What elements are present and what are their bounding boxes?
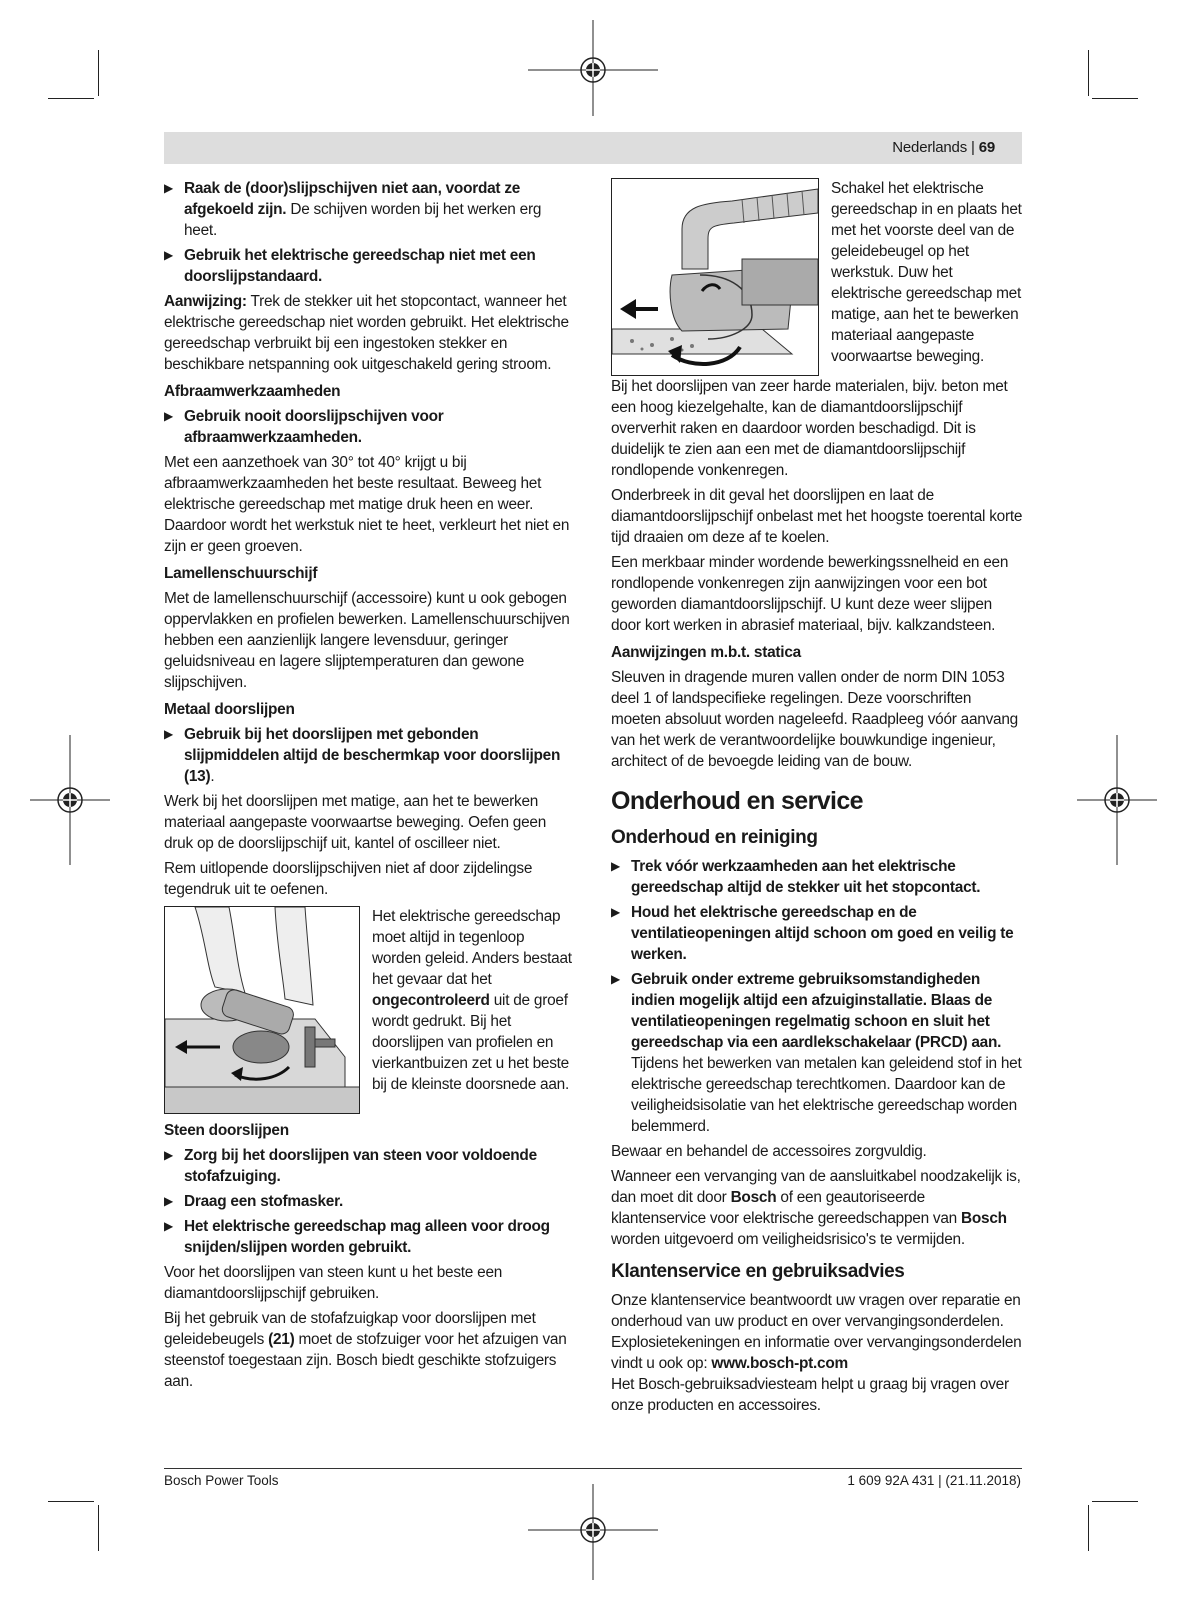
section-heading: Lamellenschuurschijf	[164, 565, 318, 582]
warning-bullet: ▶ Raak de (door)slijpschijven niet aan, voordat ze afgekoeld zijn. De schijven worden bij het werken erg heet.	[164, 178, 576, 241]
registration-mark-icon	[528, 20, 658, 116]
registration-mark-icon	[528, 1484, 658, 1580]
crop-mark	[1088, 50, 1089, 96]
body-paragraph: Bewaar en behandel de accessoires zorgvuldig.	[611, 1143, 927, 1160]
body-paragraph: Bij het doorslijpen van zeer harde materialen, bijv. beton met een hoog kiezelgehalte, kan de diamantdoorslijpschijf oververhit raken en daardoor worden beschadigd. Dit is duidelijk te zien aan een met de diamantdoorslijpschijf rondlopende vonkenregen.	[611, 378, 1008, 479]
registration-mark-icon	[1077, 735, 1157, 865]
warning-bullet: ▶ Trek vóór werkzaamheden aan het elektrische gereedschap altijd de stekker uit het stopcontact.	[611, 856, 1023, 898]
website-link[interactable]: www.bosch-pt.com	[711, 1355, 848, 1372]
body-paragraph: Wanneer een vervanging van de aansluitkabel noodzakelijk is, dan moet dit door Bosch of een geautoriseerde klantenservice voor elektrische gereedschappen van Bosch worden uitgevoerd om veiligheidsrisico's te vermijden.	[611, 1168, 1021, 1248]
section-heading: Steen doorslijpen	[164, 1122, 289, 1139]
warning-bullet: ▶ Het elektrische gereedschap mag alleen voor droog snijden/slijpen worden gebruikt.	[164, 1216, 576, 1258]
crop-mark	[1092, 98, 1138, 99]
body-paragraph: Het Bosch-gebruiksadviesteam helpt u graag bij vragen over onze producten en accessoires.	[611, 1376, 1009, 1414]
warning-bullet: ▶ Zorg bij het doorslijpen van steen voor voldoende stofafzuiging.	[164, 1145, 576, 1187]
subsection-heading: Klantenservice en gebruiksadvies	[611, 1261, 905, 1282]
body-paragraph: Werk bij het doorslijpen met matige, aan het te bewerken materiaal aangepaste voorwaartse beweging. Oefen geen druk op de doorslijpschijf uit, kantel of oscilleer niet.	[164, 793, 547, 852]
angle-grinder-cutting-illustration	[164, 906, 360, 1114]
warning-bullet: ▶ Gebruik het elektrische gereedschap niet met een doorslijpstandaard.	[164, 245, 576, 287]
body-paragraph: Rem uitlopende doorslijpschijven niet af door zijdelingse tegendruk uit te oefenen.	[164, 860, 533, 898]
footer-rule	[164, 1468, 1022, 1469]
warning-bullet: ▶ Gebruik bij het doorslijpen met gebonden slijpmiddelen altijd de beschermkap voor doorslijpen (13).	[164, 724, 576, 787]
warning-bullet: ▶ Houd het elektrische gereedschap en de ventilatieopeningen altijd schoon om goed en veilig te werken.	[611, 902, 1023, 965]
figure-caption: Het elektrische gereedschap moet altijd in tegenloop worden geleid. Anders bestaat het gevaar dat het ongecontroleerd uit de groef wordt gedrukt. Bij het doorslijpen van profielen en vierkantbuizen zet u het beste bij de kleinste doorsnede aan.	[372, 908, 572, 1093]
body-paragraph: Een merkbaar minder wordende bewerkingssnelheid en een rondlopende vonkenregen zijn aanwijzingen voor een bot geworden diamantdoorslijpschijf. U kunt deze weer slijpen door kort werken in abrasief materiaal, bijv. kalkzandsteen.	[611, 554, 1009, 634]
figure-block	[164, 906, 576, 1114]
footer-doc-id: 1 609 92A 431 | (21.11.2018)	[847, 1473, 1021, 1488]
body-paragraph: Met een aanzethoek van 30° tot 40° krijgt u bij afbraamwerkzaamheden het beste resultaat. Beweeg het elektrische gereedschap met matige druk heen en weer. Daardoor wordt het werkstuk niet te heet, verkleurt het niet en zijn er geen groeven.	[164, 454, 570, 555]
warning-bullet: ▶ Draag een stofmasker.	[164, 1191, 576, 1212]
chapter-heading: Onderhoud en service	[611, 787, 863, 815]
registration-mark-icon	[30, 735, 110, 865]
subsection-heading: Onderhoud en reiniging	[611, 827, 818, 848]
crop-mark	[1092, 1501, 1138, 1502]
body-paragraph: Onze klantenservice beantwoordt uw vragen over reparatie en onderhoud van uw product en over vervangingsonderdelen. Explosietekeningen en informatie over vervangingsonderdelen vindt u ook op: www.bosch-pt.com	[611, 1292, 1022, 1372]
page-number: 69	[978, 139, 995, 156]
section-heading: Metaal doorslijpen	[164, 701, 295, 718]
footer-brand: Bosch Power Tools	[164, 1473, 279, 1488]
warning-bullet: ▶ Gebruik nooit doorslijpschijven voor afbraamwerkzaamheden.	[164, 406, 576, 448]
body-paragraph: Onderbreek in dit geval het doorslijpen en laat de diamantdoorslijpschijf onbelast met het hoogste toerental korte tijd draaien om deze af te koelen.	[611, 487, 1023, 546]
note-paragraph: Aanwijzing: Trek de stekker uit het stopcontact, wanneer het elektrische gereedschap niet worden gebruikt. Het elektrische gereedschap verbruikt bij een ingestoken stekker en beschikbare netspanning ook uitgeschakeld gering stroom.	[164, 293, 569, 373]
body-paragraph: Sleuven in dragende muren vallen onder de norm DIN 1053 deel 1 of landspecifieke regelingen. Deze voorschriften moeten absoluut worden nageleefd. Raadpleeg vóór aanvang van het werk de verantwoordelijke bouwkundige ingenieur, architect of de bevoegde leiding van de bouw.	[611, 669, 1018, 770]
figure-block	[611, 178, 1023, 376]
warning-bullet: ▶ Gebruik onder extreme gebruiksomstandigheden indien mogelijk altijd een afzuiginstallatie. Blaas de ventilatieopeningen regelmatig schoon en sluit het gereedschap via een aardlekschakelaar (PRCD) aan. Tijdens het bewerken van metalen kan geleidend stof in het elektrische gereedschap terechtkomen. Daardoor kan de veiligheidsisolatie van het elektrische gereedschap worden belemmerd.	[611, 969, 1023, 1137]
page-header: Nederlands | 69	[892, 139, 995, 156]
crop-mark	[48, 1501, 94, 1502]
figure-caption: Schakel het elektrische gereedschap in en plaats het met het voorste deel van de geleidebeugel op het werkstuk. Duw het elektrische gereedschap met matige, aan het te bewerken materiaal aangepaste voorwaartse beweging.	[831, 180, 1022, 365]
body-paragraph: Bij het gebruik van de stofafzuigkap voor doorslijpen met geleidebeugels (21) moet de stofzuiger voor het afzuigen van steenstof toegestaan zijn. Bosch biedt geschikte stofzuigers aan.	[164, 1310, 567, 1390]
right-column	[611, 178, 1023, 1420]
dust-extraction-guide-illustration	[611, 178, 819, 376]
crop-mark	[1088, 1505, 1089, 1551]
body-paragraph: Voor het doorslijpen van steen kunt u het beste een diamantdoorslijpschijf gebruiken.	[164, 1264, 503, 1302]
section-heading: Aanwijzingen m.b.t. statica	[611, 644, 801, 661]
section-heading: Afbraamwerkzaamheden	[164, 383, 341, 400]
header-language: Nederlands	[892, 139, 967, 156]
body-paragraph: Met de lamellenschuurschijf (accessoire) kunt u ook gebogen oppervlakken en profielen bewerken. Lamellenschuurschijven hebben een aanzienlijk langere levensduur, geringer geluidsniveau en lagere slijptemperaturen dan gewone slijpschijven.	[164, 590, 570, 691]
left-column	[164, 178, 576, 1396]
crop-mark	[48, 98, 94, 99]
crop-mark	[98, 50, 99, 96]
crop-mark	[98, 1505, 99, 1551]
